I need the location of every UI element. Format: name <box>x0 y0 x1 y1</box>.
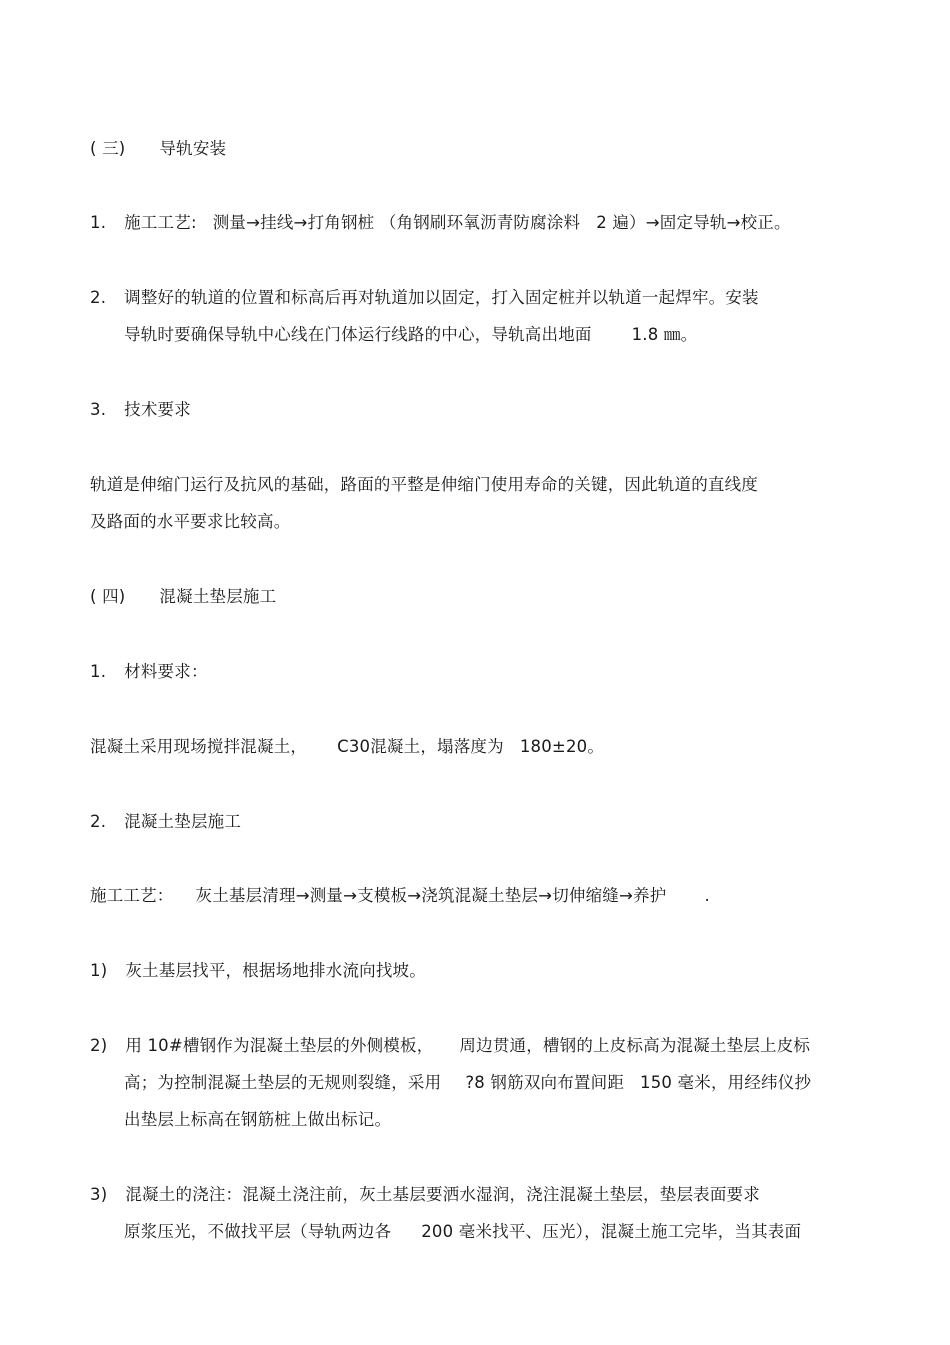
sub-item-2-line-3: 出垫层上标高在钢筋桩上做出标记。 <box>124 1110 392 1129</box>
sub-number: 3) <box>90 1185 108 1204</box>
section-4-title: 混凝土垫层施工 <box>159 587 277 606</box>
sub-text: 混凝土的浇注：混凝土浇注前，灰土基层要洒水湿润，浇注混凝土垫层，垫层表面要求 <box>125 1185 760 1204</box>
sub-item-3-line-2 <box>124 1221 801 1243</box>
para-text: 180±20。 <box>519 737 605 756</box>
item-number: 1. <box>90 213 107 232</box>
section-3-number: ( 三) <box>90 139 126 158</box>
s3-item-2 <box>90 287 759 309</box>
section-3-heading <box>90 138 226 160</box>
s4-item-1 <box>90 661 208 683</box>
sub-text: 原浆压光，不做找平层（导轨两边各 <box>124 1222 392 1241</box>
sub-item-2-line-2 <box>124 1072 811 1094</box>
para-text: 灰土基层清理→测量→支模板→浇筑混凝土垫层→切伸缩缝→养护 <box>195 886 667 905</box>
item-number: 1. <box>90 662 107 681</box>
sub-number: 2) <box>90 1036 108 1055</box>
s4-item-2 <box>90 811 241 833</box>
item-text: 测量→挂线→打角钢桩 （角钢刷环氧沥青防腐涂料 <box>212 213 581 232</box>
sub-number: 1) <box>90 961 108 980</box>
s3-paragraph-line-2: 及路面的水平要求比较高。 <box>90 512 291 531</box>
sub-text: ?8 钢筋双向布置间距 <box>465 1073 625 1092</box>
sub-text: 用 10#槽钢作为混凝土垫层的外侧模板， <box>125 1036 434 1055</box>
item-text: 技术要求 <box>124 400 191 419</box>
sub-text: 高；为控制混凝土垫层的无规则裂缝，采用 <box>124 1073 442 1092</box>
sub-item-1 <box>90 960 426 982</box>
s3-paragraph-line-1: 轨道是伸缩门运行及抗风的基础，路面的平整是伸缩门使用寿命的关键，因此轨道的直线度 <box>90 475 758 494</box>
s3-item-1 <box>90 212 791 234</box>
para-text: . <box>704 886 710 905</box>
section-4-heading <box>90 586 276 608</box>
item-text: 施工工艺: <box>124 213 197 232</box>
section-4-number: ( 四) <box>90 587 126 606</box>
para-text: 混凝土采用现场搅拌混凝土， <box>90 737 308 756</box>
sub-text: 200 毫米找平、压光），混凝土施工完毕，当其表面 <box>421 1222 802 1241</box>
item-text: 混凝土垫层施工 <box>124 812 242 831</box>
item-number: 2. <box>90 288 107 307</box>
s4-paragraph-2 <box>90 885 710 907</box>
item-number: 3. <box>90 400 107 419</box>
s3-item-3 <box>90 399 191 421</box>
sub-item-3 <box>90 1184 760 1206</box>
sub-text: 周边贯通，槽钢的上皮标高为混凝土垫层上皮标 <box>459 1036 811 1055</box>
item-text: 1.8 ㎜。 <box>631 325 698 344</box>
item-text: 材料要求： <box>124 662 208 681</box>
item-text: 2 遍）→固定导轨→校正。 <box>596 213 791 232</box>
item-number: 2. <box>90 812 107 831</box>
item-text: 调整好的轨道的位置和标高后再对轨道加以固定，打入固定桩并以轨道一起焊牢。安装 <box>124 288 759 307</box>
section-3-title: 导轨安装 <box>159 139 227 158</box>
item-text: 导轨时要确保导轨中心线在门体运行线路的中心，导轨高出地面 <box>124 325 592 344</box>
sub-text: 150 毫米，用经纬仪抄 <box>640 1073 812 1092</box>
sub-item-2 <box>90 1035 810 1057</box>
para-text: C30混凝土，塌落度为 <box>337 737 504 756</box>
para-text: 施工工艺： <box>90 886 174 905</box>
s3-item-2-line-2 <box>124 324 697 346</box>
s4-paragraph-1 <box>90 736 604 758</box>
sub-text: 灰土基层找平，根据场地排水流向找坡。 <box>125 961 426 980</box>
